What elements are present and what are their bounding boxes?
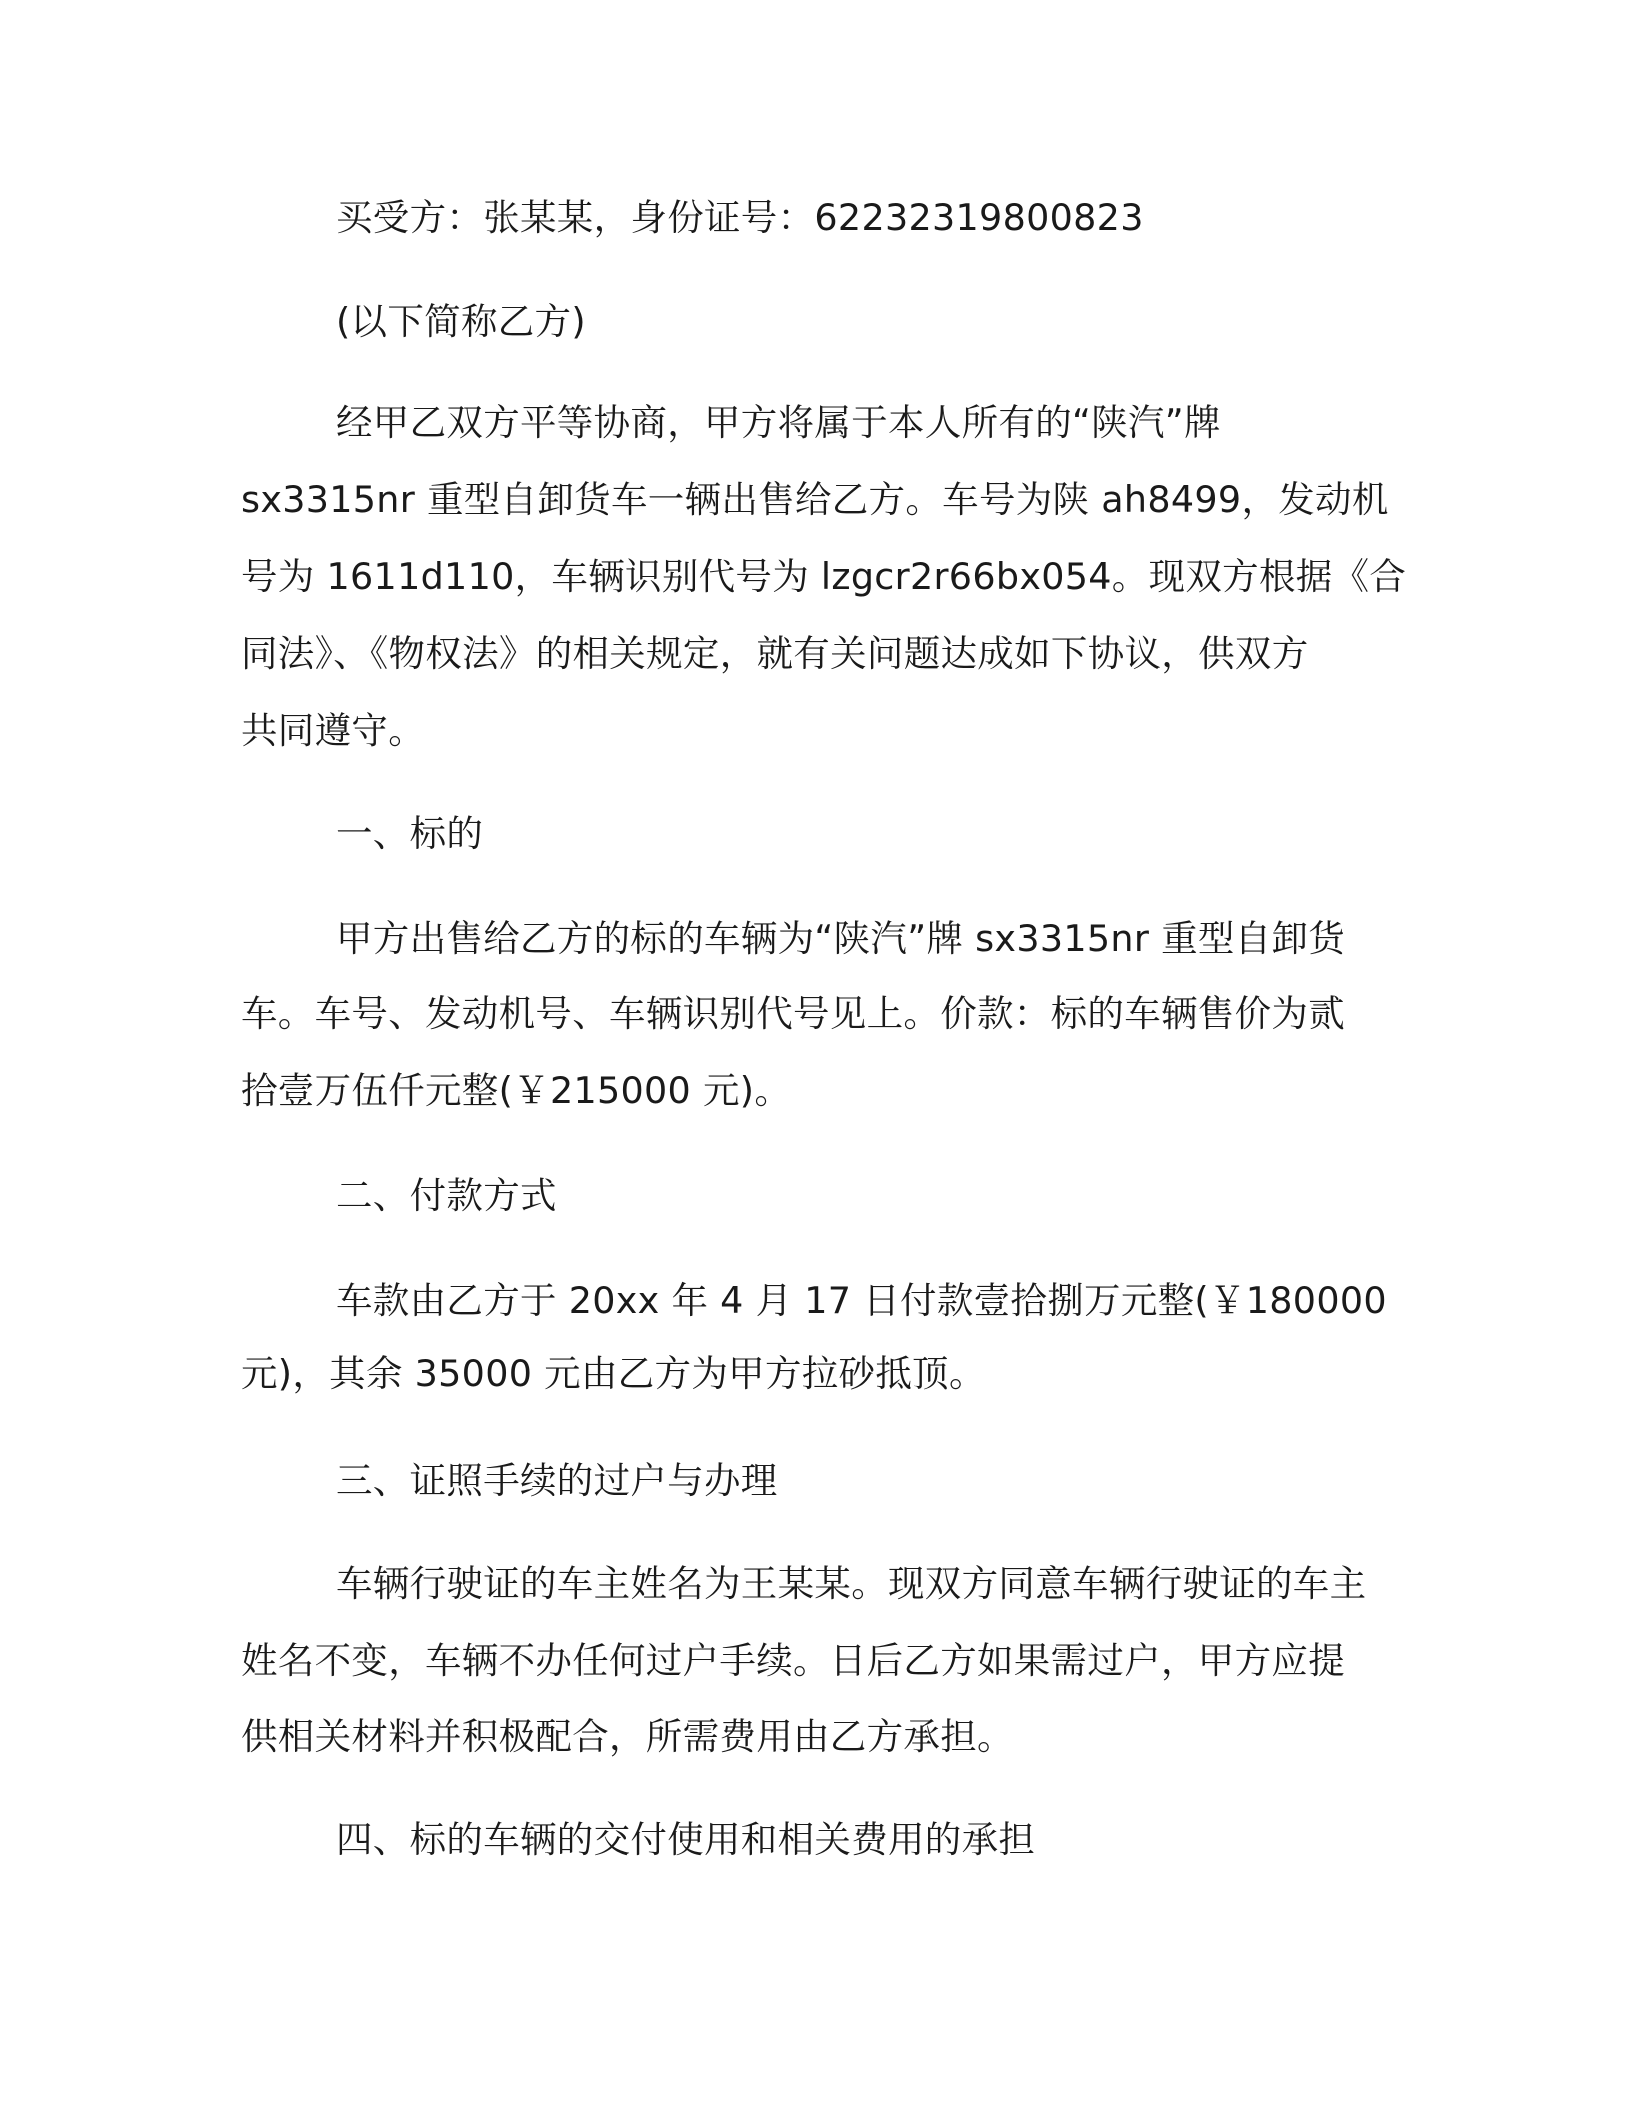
section-body-line: 元)，其余 35000 元由乙方为甲方拉砂抵顶。: [241, 1352, 986, 1395]
section-body-line: 姓名不变，车辆不办任何过户手续。日后乙方如果需过户，甲方应提: [241, 1639, 1345, 1682]
section-body-line: 车辆行驶证的车主姓名为王某某。现双方同意车辆行驶证的车主: [336, 1562, 1367, 1605]
section-heading: 四、标的车辆的交付使用和相关费用的承担: [336, 1818, 1036, 1861]
section-body-line: 甲方出售给乙方的标的车辆为“陕汽”牌 sx3315nr 重型自卸货: [336, 917, 1346, 960]
intro-line: 共同遵守。: [241, 709, 425, 752]
intro-line: 经甲乙双方平等协商，甲方将属于本人所有的“陕汽”牌: [336, 401, 1221, 444]
section-heading: 二、付款方式: [336, 1174, 557, 1217]
section-body-line: 车款由乙方于 20xx 年 4 月 17 日付款壹拾捌万元整(￥180000: [336, 1279, 1387, 1322]
intro-line: 同法》、《物权法》的相关规定，就有关问题达成如下协议，供双方: [241, 632, 1309, 675]
buyer-line: 买受方：张某某，身份证号：62232319800823: [336, 196, 1144, 239]
section-heading: 一、标的: [336, 812, 484, 855]
buyer-short-name: (以下简称乙方): [336, 300, 586, 343]
section-body-line: 拾壹万伍仟元整(￥215000 元)。: [241, 1069, 792, 1112]
section-body-line: 车。车号、发动机号、车辆识别代号见上。价款：标的车辆售价为贰: [241, 992, 1345, 1035]
intro-line: 号为 1611d110，车辆识别代号为 lzgcr2r66bx054。现双方根据《合: [241, 555, 1407, 598]
section-heading: 三、证照手续的过户与办理: [336, 1459, 778, 1502]
intro-line: sx3315nr 重型自卸货车一辆出售给乙方。车号为陕 ah8499，发动机: [241, 478, 1389, 521]
section-body-line: 供相关材料并积极配合，所需费用由乙方承担。: [241, 1715, 1014, 1758]
